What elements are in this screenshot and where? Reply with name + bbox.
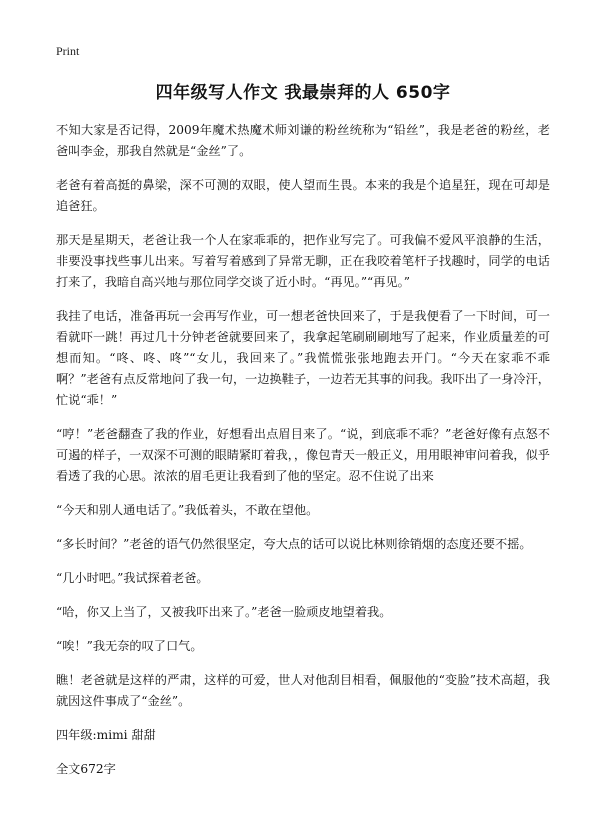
paragraph-8: “几小时吧。”我试探着老爸。 <box>56 571 209 585</box>
paragraph-2: 老爸有着高挺的鼻梁，深不可测的双眼，使人望而生畏。本来的我是个追星狂，现在可却是追爸狂。 <box>56 178 550 213</box>
author-line: 四年级:mimi 甜甜 <box>56 728 156 742</box>
word-count: 全文672字 <box>56 762 116 776</box>
paragraph-3: 那天是星期天，老爸让我一个人在家乖乖的，把作业写完了。可我偏不爱风平浪静的生活，非要没事找些事儿出来。写着写着感到了异常无聊，正在我咬着笔杆子找趣时，同学的电话打来了，我暗自高兴地与那位同学交谈了近小时。“再见。”“再见。” <box>56 233 550 289</box>
page-title: 四年级写人作文 我最崇拜的人 650字 <box>155 83 451 103</box>
paragraph-10: “唉！”我无奈的叹了口气。 <box>56 639 203 653</box>
paragraph-11: 瞧！老爸就是这样的严肃，这样的可爱，世人对他刮目相看，佩服他的“变脸”技术高超，我就因这件事成了“金丝”。 <box>56 673 550 708</box>
paragraph-5: “哼！”老爸翻查了我的作业，好想看出点眉目来了。“说，到底乖不乖？”老爸好像有点怒不可遏的样子，一双深不可测的眼睛紧盯着我，，像包青天一般正义，用用眼神审问着我，似乎看透了我的心思。浓浓的眉毛更让我看到了他的坚定。忍不住说了出来 <box>56 427 550 483</box>
paragraph-1: 不知大家是否记得，2009年魔术热魔术师刘谦的粉丝统称为“铅丝”，我是老爸的粉丝，老爸叫李金，那我自然就是“金丝”了。 <box>56 123 550 158</box>
print-label: Print <box>56 44 80 58</box>
paragraph-6: “今天和别人通电话了。”我低着头，不敢在望他。 <box>56 503 319 517</box>
paragraph-7: “多长时间？”老爸的语气仍然很坚定，夸大点的话可以说比林则徐销烟的态度还要不摇。 <box>56 537 532 551</box>
paragraph-4: 我挂了电话，准备再玩一会再写作业，可一想老爸快回来了，于是我便看了一下时间，可一看就吓一跳！再过几十分钟老爸就要回来了，我拿起笔刷刷刷地写了起来，作业质量差的可想而知。“咚、咚、咚”“女儿，我回来了。”我慌慌张张地跑去开门。“今天在家乖不乖啊？”老爸有点反常地问了我一句，一边换鞋子，一边若无其事的问我。我吓出了一身冷汗，忙说“乖！” <box>56 309 550 407</box>
paragraph-9: “哈，你又上当了，又被我吓出来了。”老爸一脸顽皮地望着我。 <box>56 605 392 619</box>
